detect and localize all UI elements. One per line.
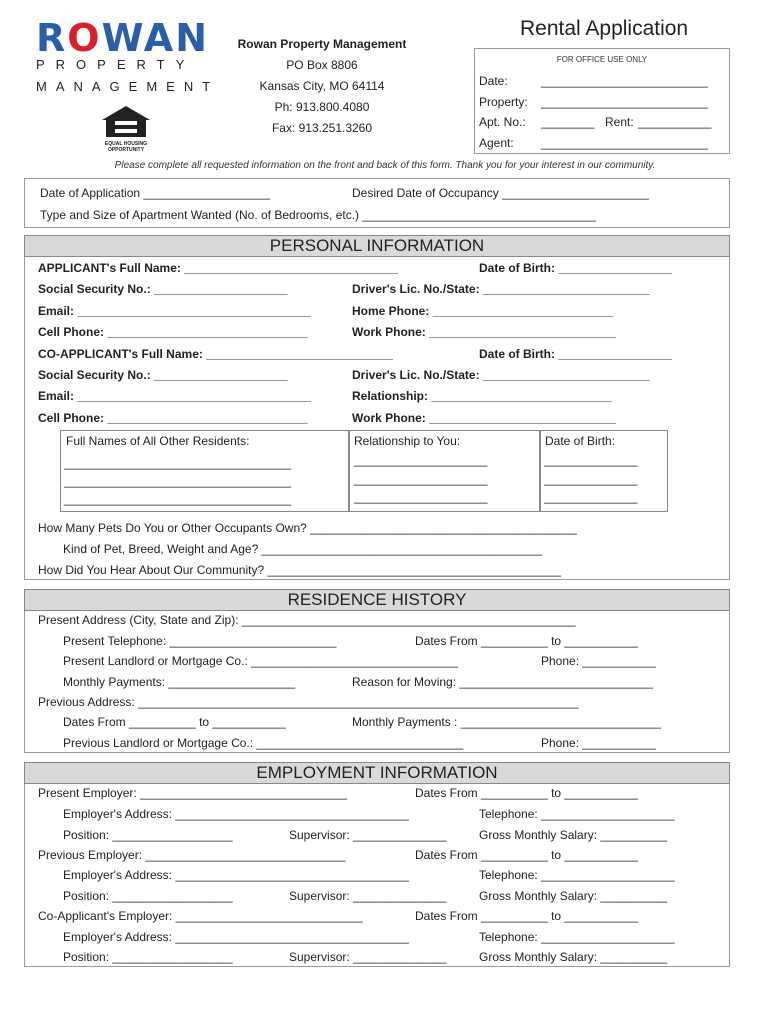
coapplicant-name-field[interactable]: CO-APPLICANT's Full Name: ____________________________ bbox=[38, 347, 394, 361]
resident-relationship-row-1[interactable]: ____________________ bbox=[354, 453, 488, 467]
personal-info-heading: PERSONAL INFORMATION bbox=[24, 235, 730, 257]
applicant-dob-field[interactable]: Date of Birth: _________________ bbox=[479, 261, 672, 275]
rowan-logo bbox=[36, 16, 209, 60]
office-property-field[interactable]: _________________________ bbox=[541, 95, 708, 109]
desired-occupancy-field[interactable]: Desired Date of Occupancy ______________________ bbox=[352, 186, 649, 200]
previous-monthly-payments-field[interactable]: Monthly Payments : ______________________________ bbox=[352, 715, 661, 729]
equal-housing-logo bbox=[98, 104, 154, 153]
coapplicant-employer-address-field[interactable]: Employer's Address: ___________________________________ bbox=[63, 930, 409, 944]
present-employer-field[interactable]: Present Employer: _______________________________ bbox=[38, 786, 347, 800]
office-agent-label: Agent: bbox=[479, 136, 514, 150]
previous-supervisor-field[interactable]: Supervisor: ______________ bbox=[289, 889, 447, 903]
coapplicant-dl-field[interactable]: Driver's Lic. No./State: _________________________ bbox=[352, 368, 650, 382]
present-landlord-field[interactable]: Present Landlord or Mortgage Co.: _______________________________ bbox=[63, 654, 458, 668]
previous-employer-address-field[interactable]: Employer's Address: ___________________________________ bbox=[63, 868, 409, 882]
resident-name-row-1[interactable]: __________________________________ bbox=[64, 456, 291, 470]
logo-letter-o: O bbox=[67, 16, 102, 60]
previous-salary-field[interactable]: Gross Monthly Salary: __________ bbox=[479, 889, 668, 903]
applicant-ssn-field[interactable]: Social Security No.: ____________________ bbox=[38, 282, 288, 296]
present-employer-dates-field[interactable]: Dates From __________ to ___________ bbox=[415, 786, 638, 800]
coapplicant-employer-field[interactable]: Co-Applicant's Employer: ____________________________ bbox=[38, 909, 363, 923]
present-dates-field[interactable]: Dates From __________ to ___________ bbox=[415, 634, 638, 648]
applicant-name-field[interactable]: APPLICANT's Full Name: ________________________________ bbox=[38, 261, 398, 275]
eho-label: EQUAL HOUSING OPPORTUNITY bbox=[104, 141, 148, 153]
company-phone: Ph: 913.800.4080 bbox=[274, 100, 370, 114]
resident-name-row-3[interactable]: __________________________________ bbox=[64, 492, 291, 506]
logo-letter-r: R bbox=[36, 16, 68, 60]
office-apt-label: Apt. No.: bbox=[479, 115, 526, 129]
present-telephone-field[interactable]: Present Telephone: _________________________ bbox=[63, 634, 337, 648]
previous-dates-field[interactable]: Dates From __________ to ___________ bbox=[63, 715, 286, 729]
resident-relationship-row-2[interactable]: ____________________ bbox=[354, 472, 488, 486]
relationship-column-header: Relationship to You: bbox=[354, 434, 461, 448]
date-of-application-field[interactable]: Date of Application ___________________ bbox=[40, 186, 271, 200]
present-supervisor-field[interactable]: Supervisor: ______________ bbox=[289, 828, 447, 842]
coapplicant-position-field[interactable]: Position: __________________ bbox=[63, 950, 233, 964]
reason-for-moving-field[interactable]: Reason for Moving: _____________________________ bbox=[352, 675, 653, 689]
present-address-field[interactable]: Present Address (City, State and Zip): __________________________________________________ bbox=[38, 613, 576, 627]
apartment-type-field[interactable]: Type and Size of Apartment Wanted (No. of Bedrooms, etc.) ___________________________________ bbox=[40, 208, 596, 222]
office-agent-field[interactable]: _________________________ bbox=[541, 136, 708, 150]
resident-relationship-row-3[interactable]: ____________________ bbox=[354, 490, 488, 504]
pet-kind-field[interactable]: Kind of Pet, Breed, Weight and Age? __________________________________________ bbox=[63, 542, 542, 556]
residence-history-heading: RESIDENCE HISTORY bbox=[24, 589, 730, 611]
employment-heading: EMPLOYMENT INFORMATION bbox=[24, 762, 730, 784]
resident-dob-row-2[interactable]: ______________ bbox=[544, 472, 638, 486]
applicant-email-field[interactable]: Email: ___________________________________ bbox=[38, 304, 311, 318]
company-name: Rowan Property Management bbox=[237, 37, 407, 51]
referral-source-field[interactable]: How Did You Hear About Our Community? ____________________________________________ bbox=[38, 563, 562, 577]
resident-dob-row-1[interactable]: ______________ bbox=[544, 453, 638, 467]
company-fax: Fax: 913.251.3260 bbox=[271, 121, 373, 135]
office-rent-label: Rent: bbox=[605, 115, 634, 129]
previous-employer-field[interactable]: Previous Employer: ______________________________ bbox=[38, 848, 346, 862]
office-rent-field[interactable]: ___________ bbox=[638, 115, 712, 129]
previous-employer-dates-field[interactable]: Dates From __________ to ___________ bbox=[415, 848, 638, 862]
coapplicant-ssn-field[interactable]: Social Security No.: ____________________ bbox=[38, 368, 288, 382]
applicant-cell-field[interactable]: Cell Phone: ______________________________ bbox=[38, 325, 308, 339]
present-salary-field[interactable]: Gross Monthly Salary: __________ bbox=[479, 828, 668, 842]
coapplicant-cell-field[interactable]: Cell Phone: ______________________________ bbox=[38, 411, 308, 425]
resident-dob-row-3[interactable]: ______________ bbox=[544, 490, 638, 504]
coapplicant-dob-field[interactable]: Date of Birth: _________________ bbox=[479, 347, 672, 361]
coapplicant-supervisor-field[interactable]: Supervisor: ______________ bbox=[289, 950, 447, 964]
instructions-note: Please complete all requested information on the front and back of this form. Thank you for your interest in our community. bbox=[114, 160, 656, 171]
previous-landlord-phone-field[interactable]: Phone: ___________ bbox=[541, 736, 656, 750]
company-block bbox=[232, 34, 412, 139]
office-date-field[interactable]: _________________________ bbox=[541, 74, 708, 88]
resident-name-row-2[interactable]: __________________________________ bbox=[64, 474, 291, 488]
office-date-label: Date: bbox=[479, 74, 508, 88]
company-city: Kansas City, MO 64114 bbox=[259, 79, 385, 93]
relationship-field[interactable]: Relationship: ___________________________ bbox=[352, 389, 612, 403]
coapplicant-salary-field[interactable]: Gross Monthly Salary: __________ bbox=[479, 950, 668, 964]
coapplicant-work-phone-field[interactable]: Work Phone: ____________________________ bbox=[352, 411, 616, 425]
dob-column-header: Date of Birth: bbox=[545, 434, 616, 448]
previous-employer-telephone-field[interactable]: Telephone: ____________________ bbox=[479, 868, 675, 882]
company-po-box: PO Box 8806 bbox=[286, 58, 358, 72]
equal-housing-icon bbox=[98, 104, 154, 138]
present-employer-address-field[interactable]: Employer's Address: ___________________________________ bbox=[63, 807, 409, 821]
coapplicant-employer-telephone-field[interactable]: Telephone: ____________________ bbox=[479, 930, 675, 944]
previous-address-field[interactable]: Previous Address: __________________________________________________________________ bbox=[38, 695, 579, 709]
coapplicant-employer-dates-field[interactable]: Dates From __________ to ___________ bbox=[415, 909, 638, 923]
present-landlord-phone-field[interactable]: Phone: ___________ bbox=[541, 654, 656, 668]
page-title: Rental Application bbox=[520, 17, 689, 40]
office-use-box bbox=[474, 48, 730, 154]
coapplicant-email-field[interactable]: Email: ___________________________________ bbox=[38, 389, 311, 403]
logo-letters-wan: WAN bbox=[101, 16, 209, 60]
pets-count-field[interactable]: How Many Pets Do You or Other Occupants Own? ________________________________________ bbox=[38, 521, 578, 535]
office-use-heading: FOR OFFICE USE ONLY bbox=[556, 55, 648, 64]
previous-landlord-field[interactable]: Previous Landlord or Mortgage Co.: _______________________________ bbox=[63, 736, 464, 750]
residents-column-header: Full Names of All Other Residents: bbox=[66, 434, 250, 448]
office-property-label: Property: bbox=[479, 95, 528, 109]
logo-management: MANAGEMENT bbox=[36, 79, 220, 94]
present-monthly-payments-field[interactable]: Monthly Payments: ___________________ bbox=[63, 675, 296, 689]
applicant-dl-field[interactable]: Driver's Lic. No./State: _________________________ bbox=[352, 282, 650, 296]
applicant-work-phone-field[interactable]: Work Phone: ____________________________ bbox=[352, 325, 616, 339]
present-position-field[interactable]: Position: __________________ bbox=[63, 828, 233, 842]
logo-property: PROPERTY bbox=[36, 57, 196, 72]
office-apt-field[interactable]: ________ bbox=[541, 115, 595, 129]
present-employer-telephone-field[interactable]: Telephone: ____________________ bbox=[479, 807, 675, 821]
home-phone-field[interactable]: Home Phone: ___________________________ bbox=[352, 304, 613, 318]
previous-position-field[interactable]: Position: __________________ bbox=[63, 889, 233, 903]
